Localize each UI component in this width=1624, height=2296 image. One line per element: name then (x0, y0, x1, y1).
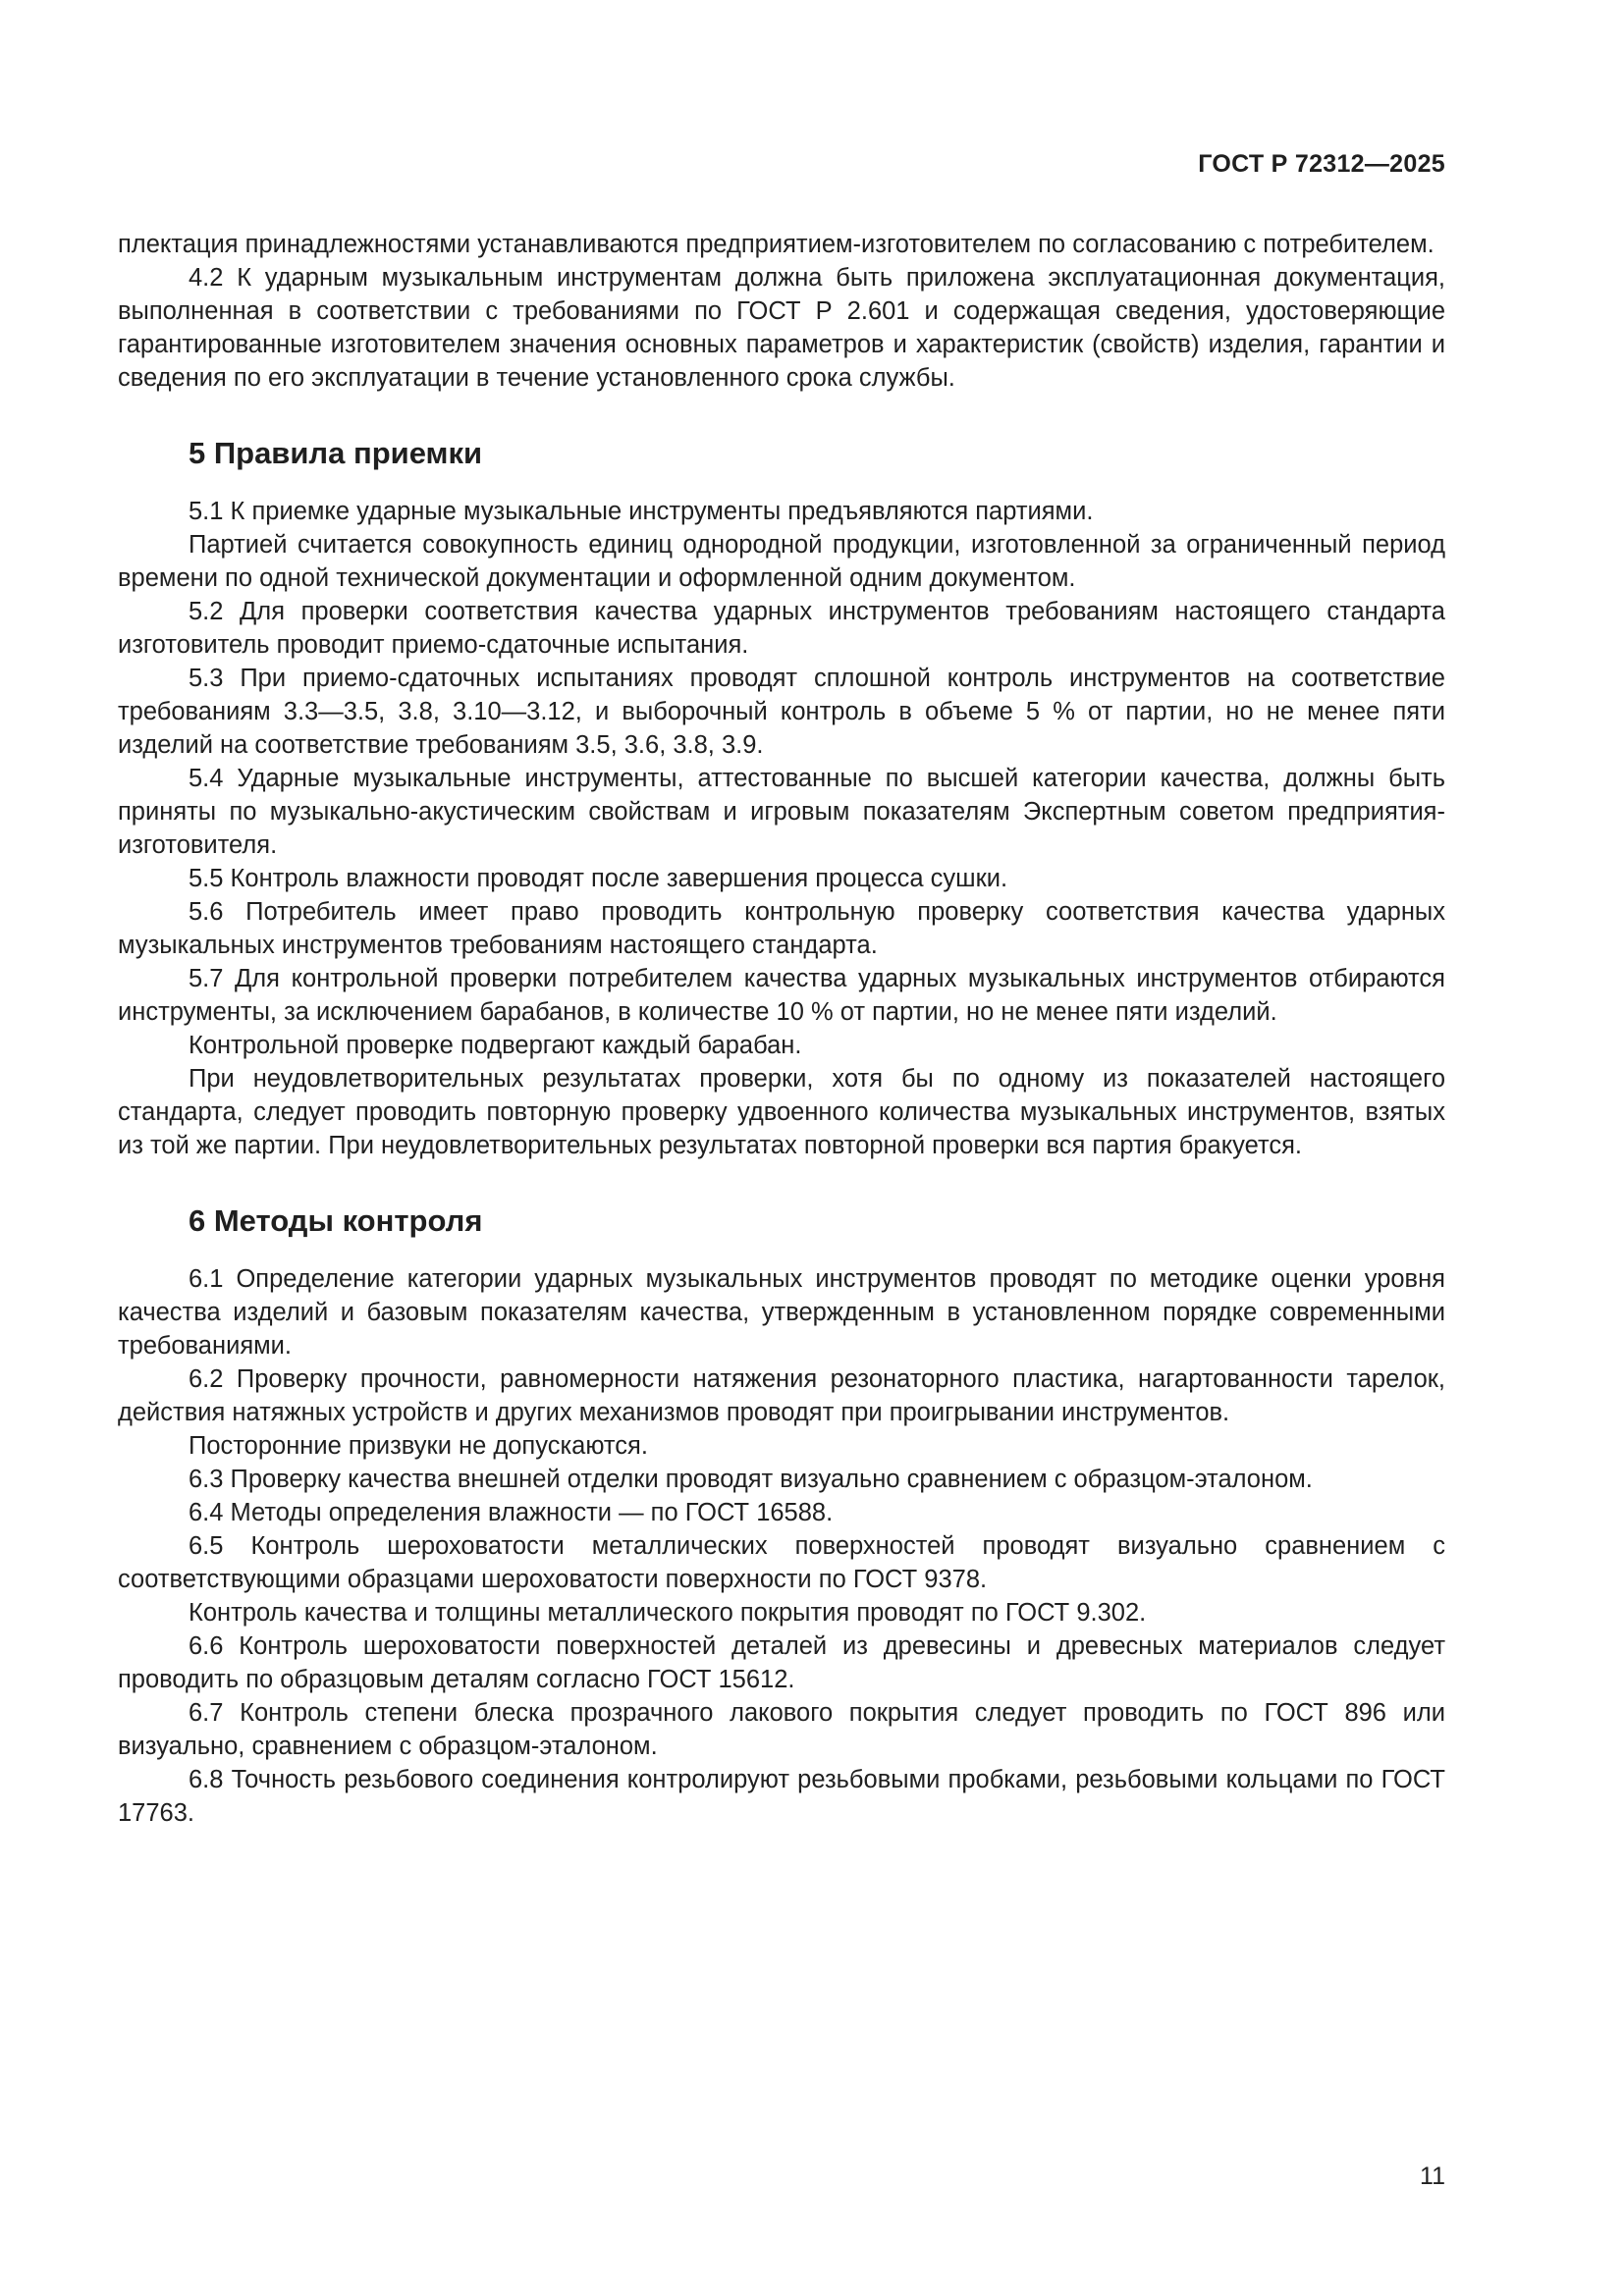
paragraph-5-1-lot: Партией считается совокупность единиц однородной продукции, изготовленной за ограниченный период времени по одной технической документации и оформленной одним документом. (118, 531, 1445, 592)
paragraph-5-2: 5.2 Для проверки соответствия качества ударных инструментов требованиям настоящего стандарта изготовитель проводит приемо-сдаточные испытания. (118, 598, 1445, 659)
paragraph-6-2: 6.2 Проверку прочности, равномерности натяжения резонаторного пластика, нагартованности тарелок, действия натяжных устройств и других механизмов проводят при проигрывании инструментов. (118, 1365, 1445, 1426)
page-number: 11 (1420, 2163, 1445, 2190)
paragraph-6-8: 6.8 Точность резьбового соединения контролируют резьбовыми пробками, резьбовыми кольцами по ГОСТ 17763. (118, 1766, 1445, 1827)
document-body (118, 228, 1445, 1830)
paragraph-5-3: 5.3 При приемо-сдаточных испытаниях проводят сплошной контроль инструментов на соответствие требованиям 3.3—3.5, 3.8, 3.10—3.12, и выборочный контроль в объеме 5 % от партии, но не менее пяти изделий на соответствие требованиям 3.5, 3.6, 3.8, 3.9. (118, 665, 1445, 759)
section-6-heading: 6 Методы контроля (189, 1203, 483, 1238)
paragraph-5-1: 5.1 К приемке ударные музыкальные инструменты предъявляются партиями. (189, 498, 1094, 525)
paragraph-5-7-retest: При неудовлетворительных результатах проверки, хотя бы по одному из показателей настоящего стандарта, следует проводить повторную проверку удвоенного количества музыкальных инструментов, взятых из той же партии. При неудовлетворительных результатах повторной проверки вся партия бракуется. (118, 1065, 1445, 1159)
paragraph-6-6: 6.6 Контроль шероховатости поверхностей деталей из древесины и древесных материалов следует проводить по образцовым деталям согласно ГОСТ 15612. (118, 1632, 1445, 1693)
paragraph-6-5: 6.5 Контроль шероховатости металлических поверхностей проводят визуально сравнением с соответствующими образцами шероховатости поверхности по ГОСТ 9378. (118, 1532, 1445, 1593)
paragraph-5-6: 5.6 Потребитель имеет право проводить контрольную проверку соответствия качества ударных музыкальных инструментов требованиям настоящего стандарта. (118, 898, 1445, 959)
document-code: ГОСТ Р 72312—2025 (1198, 150, 1445, 178)
paragraph-6-7: 6.7 Контроль степени блеска прозрачного лакового покрытия следует проводить по ГОСТ 896 или визуально, сравнением с образцом-эталоном. (118, 1699, 1445, 1760)
paragraph-6-2-noise: Посторонние призвуки не допускаются. (189, 1432, 648, 1460)
paragraph-6-5-coating: Контроль качества и толщины металлического покрытия проводят по ГОСТ 9.302. (189, 1599, 1147, 1627)
paragraph-5-7-drums: Контрольной проверке подвергают каждый барабан. (189, 1032, 802, 1059)
paragraph-continuation: плектация принадлежностями устанавливаются предприятием-изготовителем по согласованию с потребителем. (118, 231, 1435, 258)
paragraph-5-4: 5.4 Ударные музыкальные инструменты, аттестованные по высшей категории качества, должны быть приняты по музыкально-акустическим свойствам и игровым показателям Экспертным советом предприятия-изготовителя. (118, 765, 1445, 859)
paragraph-6-4: 6.4 Методы определения влажности — по ГОСТ 16588. (189, 1499, 834, 1526)
paragraph-6-1: 6.1 Определение категории ударных музыкальных инструментов проводят по методике оценки уровня качества изделий и базовым показателям качества, утвержденным в установленном порядке современными требованиями. (118, 1265, 1445, 1360)
paragraph-4-2: 4.2 К ударным музыкальным инструментам должна быть приложена эксплуатационная документация, выполненная в соответствии с требованиями по ГОСТ Р 2.601 и содержащая сведения, удостоверяющие гарантированные изготовителем значения основных параметров и характеристик (свойств) изделия, гарантии и сведения по его эксплуатации в течение установленного срока службы. (118, 264, 1445, 392)
paragraph-6-3: 6.3 Проверку качества внешней отделки проводят визуально сравнением с образцом-эталоном. (189, 1466, 1313, 1493)
section-5-heading: 5 Правила приемки (189, 436, 483, 470)
paragraph-5-7: 5.7 Для контрольной проверки потребителем качества ударных музыкальных инструментов отбираются инструменты, за исключением барабанов, в количестве 10 % от партии, но не менее пяти изделий. (118, 965, 1445, 1026)
paragraph-5-5: 5.5 Контроль влажности проводят после завершения процесса сушки. (189, 865, 1008, 892)
